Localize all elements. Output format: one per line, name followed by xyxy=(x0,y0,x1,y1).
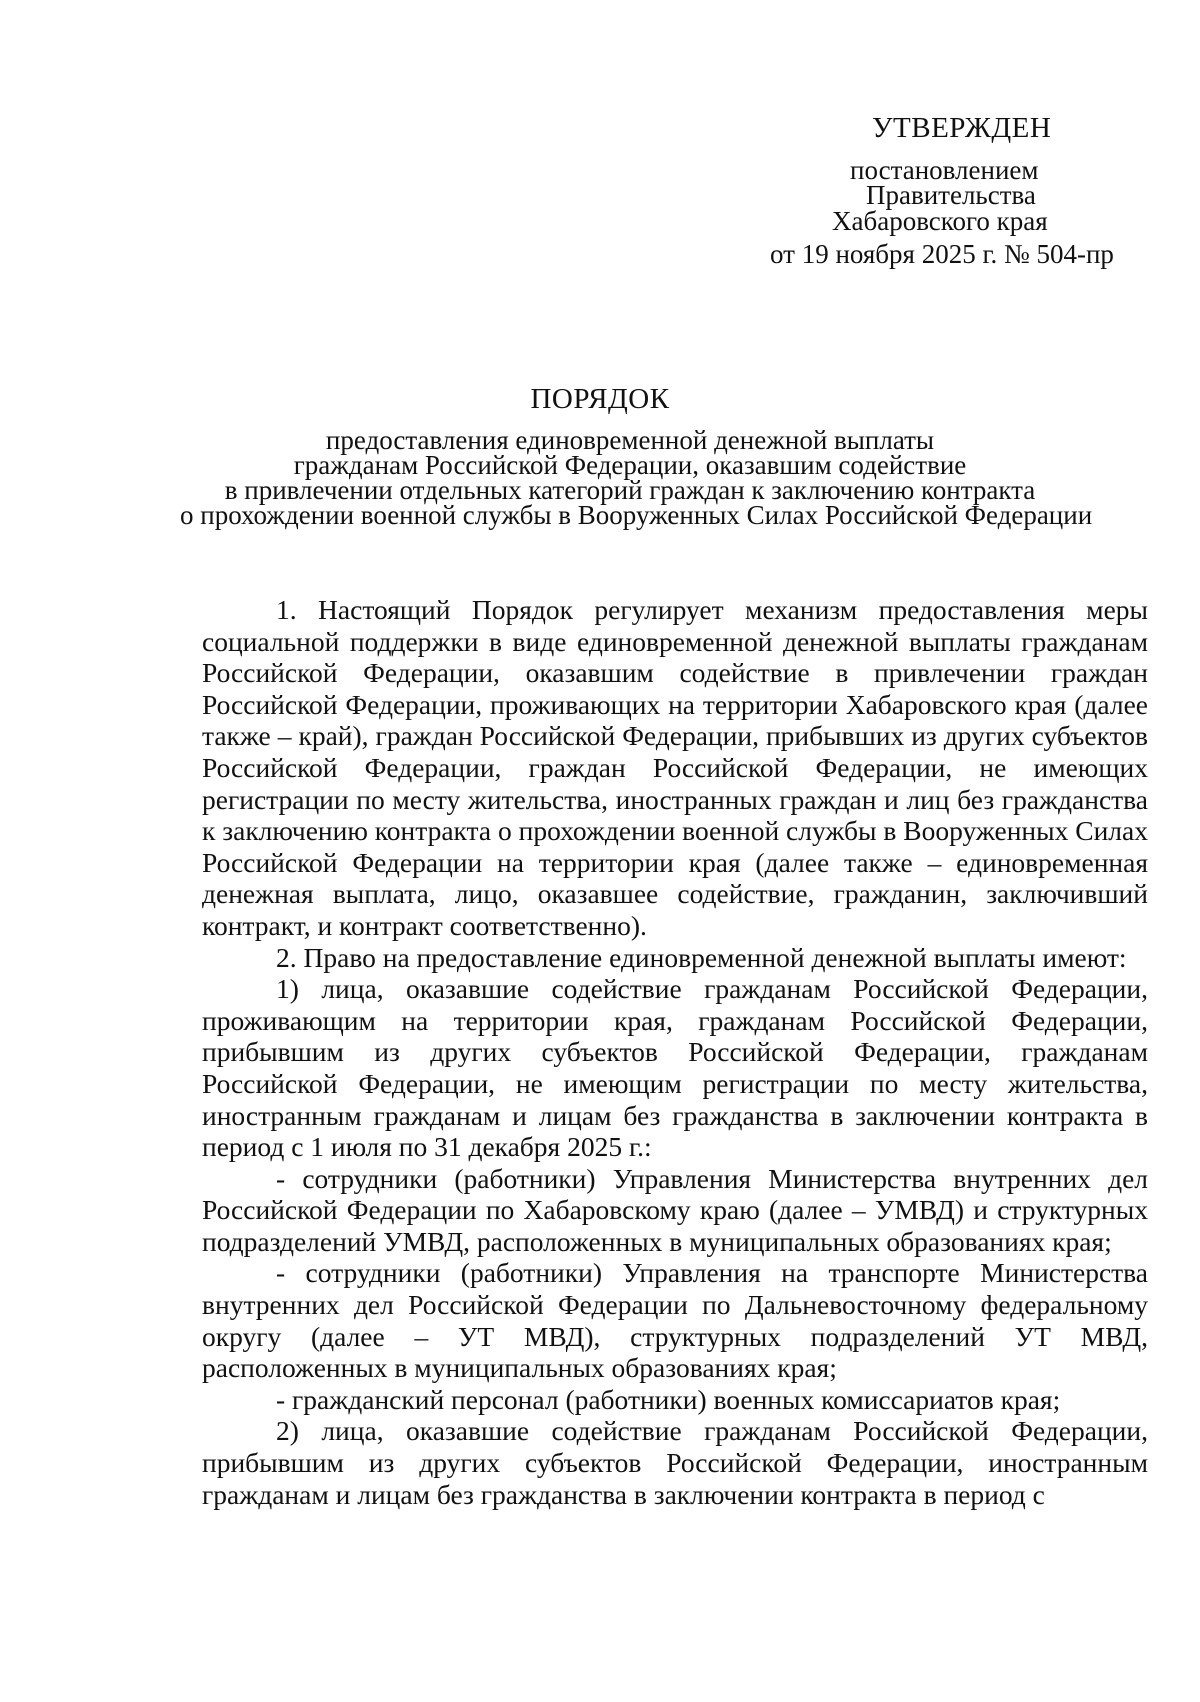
subtitle-line: предоставления единовременной денежной выплаты xyxy=(325,425,935,455)
approval-line-region: Хабаровского края xyxy=(832,206,1048,236)
approval-line-date-number: от 19 ноября 2025 г. № 504-пр xyxy=(770,239,1114,269)
approval-line-resolution: постановлением xyxy=(850,155,1039,185)
approval-line-government: Правительства xyxy=(866,180,1036,210)
paragraph-2: 2. Право на предоставление единовременной денежной выплаты имеют: xyxy=(276,941,1127,973)
approval-title: УТВЕРЖДЕН xyxy=(872,112,1052,144)
paragraph-1: 1. Настоящий Порядок регулирует механизм предоставления меры социальной поддержки в виде единовременной денежной выплаты гражданам Российской Федерации, оказавшим содействие в привлечении граждан Российской Федерации, проживающих на территории Хабаровского края (далее также – край), граждан Российской Федерации, прибывших из других субъектов Российской Федерации, граждан Российской Федерации, не имеющих регистрации по месту жительства, иностранных граждан и лиц без гражданства к заключению контракта о прохождении военной службы в Вооруженных Силах Российской Федерации на территории края (далее также – единовременная денежная выплата, лицо, оказавшее содействие, гражданин, заключивший контракт, и контракт соответственно). xyxy=(202,594,1148,941)
paragraph-list-item: - гражданский персонал (работники) военных комиссариатов края; xyxy=(276,1383,1061,1415)
document-title: ПОРЯДОК xyxy=(530,383,670,415)
document-subtitle xyxy=(180,425,1093,530)
paragraph-list-item: - сотрудники (работники) Управления Министерства внутренних дел Российской Федерации по Хабаровскому краю (далее – УМВД) и структурных подразделений УМВД, расположенных в муниципальных образованиях края; xyxy=(202,1162,1148,1257)
paragraph-2-item-1: 1) лица, оказавшие содействие гражданам Российской Федерации, проживающим на территории края, гражданам Российской Федерации, прибывшим из других субъектов Российской Федерации, гражданам Российской Федерации, не имеющим регистрации по месту жительства, иностранным гражданам и лицам без гражданства в заключении контракта в период с 1 июля по 31 декабря 2025 г.: xyxy=(202,973,1148,1163)
document-body xyxy=(202,594,1148,1510)
subtitle-line: о прохождении военной службы в Вооруженных Силах Российской Федерации xyxy=(180,500,1093,530)
subtitle-line: гражданам Российской Федерации, оказавшим содействие xyxy=(293,450,967,480)
paragraph-2-item-2: 2) лица, оказавшие содействие гражданам Российской Федерации, прибывшим из других субъектов Российской Федерации, иностранным гражданам и лицам без гражданства в заключении контракта в период с xyxy=(202,1415,1148,1510)
subtitle-line: в привлечении отдельных категорий граждан к заключению контракта xyxy=(224,475,1036,505)
paragraph-list-item: - сотрудники (работники) Управления на транспорте Министерства внутренних дел Российской Федерации по Дальневосточному федеральному округу (далее – УТ МВД), структурных подразделений УТ МВД, расположенных в муниципальных образованиях края; xyxy=(202,1257,1148,1384)
